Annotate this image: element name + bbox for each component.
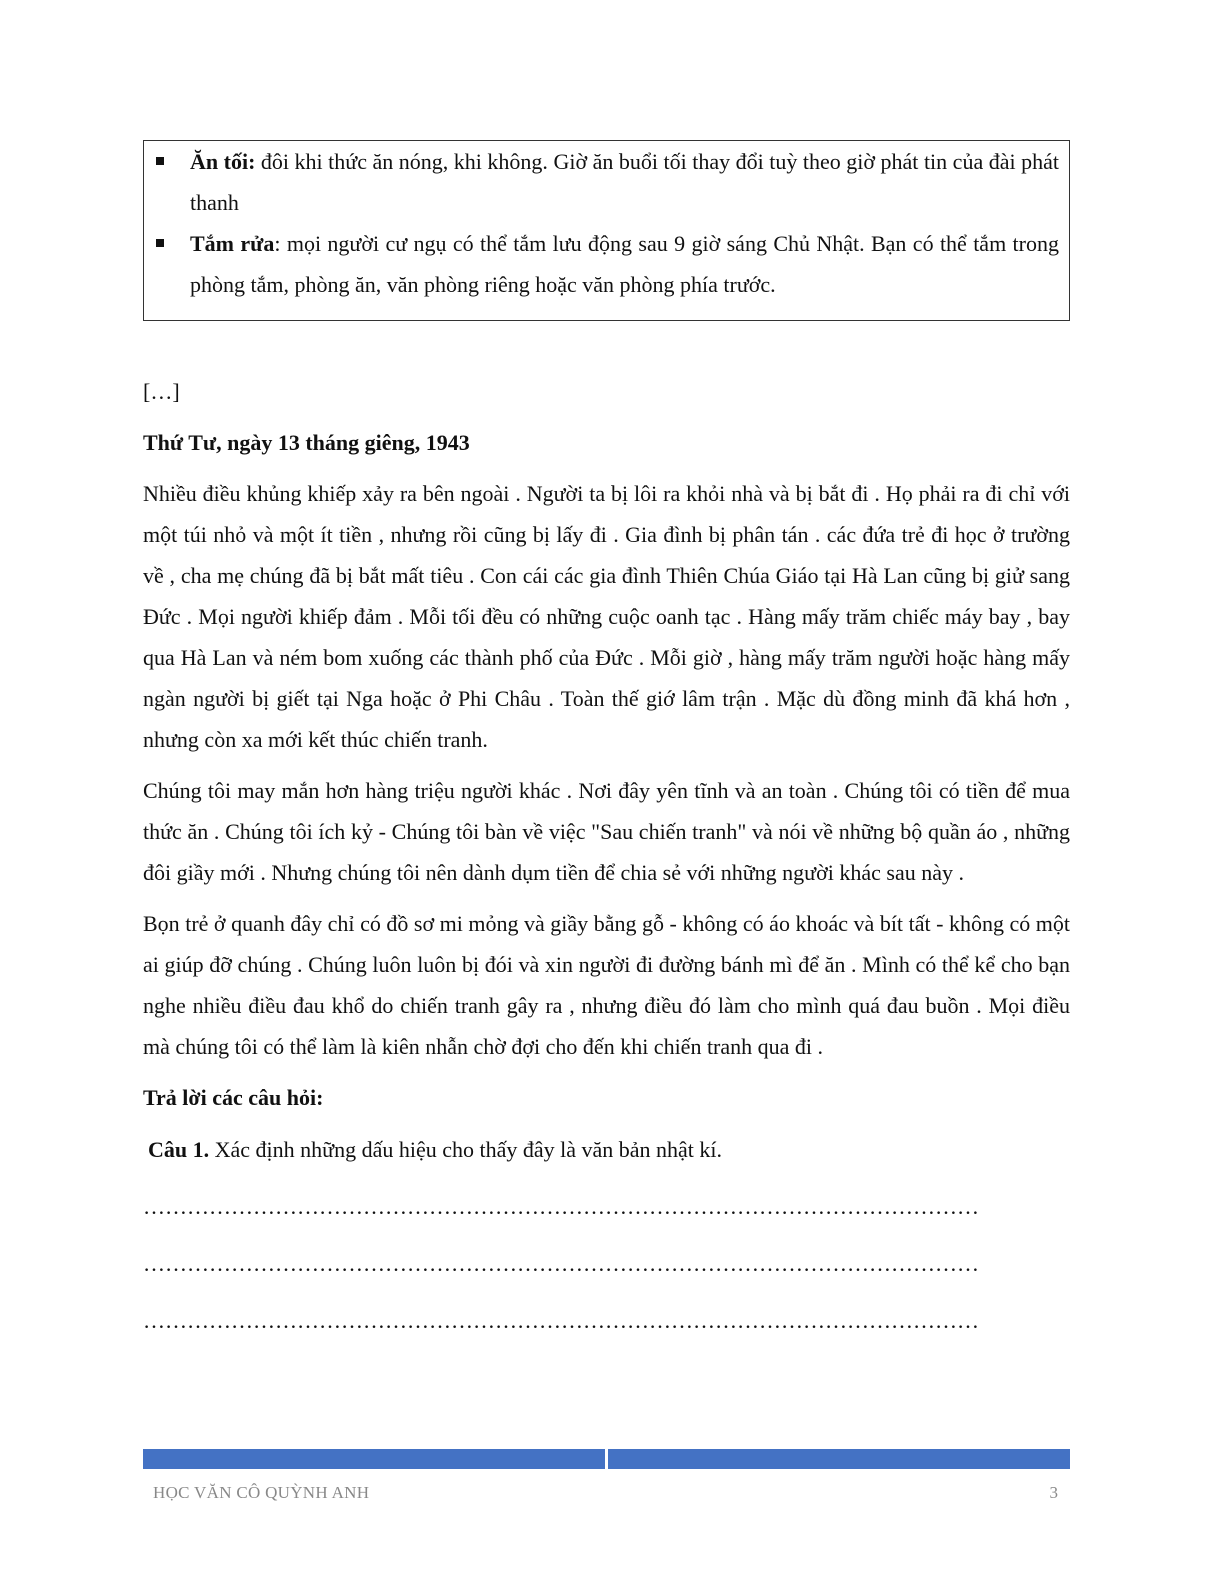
question-text: Xác định những dấu hiệu cho thấy đây là văn bản nhật kí. xyxy=(209,1137,723,1162)
footer-bar xyxy=(143,1449,1070,1469)
schedule-item-bathing xyxy=(144,223,1059,305)
paragraph: Nhiều điều khủng khiếp xảy ra bên ngoài . Người ta bị lôi ra khỏi nhà và bị bắt đi . Họ phải ra đi chỉ với một túi nhỏ và một ít tiền , nhưng rồi cũng bị lấy đi . Gia đình bị phân tán . các đứa trẻ đi học ở trường về , cha mẹ chúng đã bị bắt mất tiêu . Con cái các gia đình Thiên Chúa Giáo tại Hà Lan cũng bị giử sang Đức . Mọi người khiếp đảm . Mỗi tối đều có những cuộc oanh tạc . Hàng mấy trăm chiếc máy bay , bay qua Hà Lan và ném bom xuống các thành phố của Đức . Mỗi giờ , hàng mấy trăm người hoặc hàng mấy ngàn người bị giết tại Nga hoặc ở Phi Châu . Toàn thế giớ lâm trận . Mặc dù đồng minh đã khá hơn , nhưng còn xa mới kết thúc chiến tranh. xyxy=(143,481,1070,752)
paragraph: Chúng tôi may mắn hơn hàng triệu người khác . Nơi đây yên tĩnh và an toàn . Chúng tôi có tiền để mua thức ăn . Chúng tôi ích kỷ - Chúng tôi bàn về việc "Sau chiến tranh" và nói về những bộ quần áo , những đôi giầy mới . Nhưng chúng tôi nên dành dụm tiền để chia sẻ với những người khác sau này . xyxy=(143,778,1070,885)
question-1 xyxy=(143,1129,1070,1170)
schedule-box xyxy=(143,140,1070,321)
schedule-list xyxy=(144,141,1059,305)
footer-bar-segment xyxy=(143,1449,605,1469)
answer-line: …………………………………………………………………………………………………… xyxy=(143,1308,979,1333)
footer-title: HỌC VĂN CÔ QUỲNH ANH xyxy=(153,1483,370,1502)
diary-date-heading: Thứ Tư, ngày 13 tháng giêng, 1943 xyxy=(143,430,470,455)
schedule-item-label: Ăn tối: xyxy=(190,149,256,174)
document-body xyxy=(143,140,1070,1341)
answer-line: …………………………………………………………………………………………………… xyxy=(143,1194,979,1219)
square-bullet-icon xyxy=(156,239,164,247)
page-number: 3 xyxy=(1049,1483,1058,1502)
paragraph: Bọn trẻ ở quanh đây chỉ có đồ sơ mi mỏng và giầy bằng gỗ - không có áo khoác và bít tất - không có một ai giúp đỡ chúng . Chúng luôn luôn bị đói và xin người đi đường bánh mì để ăn . Mình có thể kể cho bạn nghe nhiều điều đau khổ do chiến tranh gây ra , nhưng điều đó làm cho mình quá đau buồn . Mọi điều mà chúng tôi có thể làm là kiên nhẫn chờ đợi cho đến khi chiến tranh qua đi . xyxy=(143,911,1070,1059)
schedule-item-text: : mọi người cư ngụ có thể tắm lưu động sau 9 giờ sáng Chủ Nhật. Bạn có thể tắm trong phòng tắm, phòng ăn, văn phòng riêng hoặc văn phòng phía trước. xyxy=(190,231,1059,297)
question-label: Câu 1. xyxy=(148,1137,210,1162)
answer-line: …………………………………………………………………………………………………… xyxy=(143,1251,979,1276)
square-bullet-icon xyxy=(156,157,164,165)
schedule-item-label: Tắm rửa xyxy=(190,231,275,256)
questions-heading: Trả lời các câu hỏi: xyxy=(143,1085,324,1110)
footer-bar-segment xyxy=(608,1449,1070,1469)
schedule-item-dinner xyxy=(144,141,1059,223)
schedule-item-text: đôi khi thức ăn nóng, khi không. Giờ ăn buổi tối thay đổi tuỳ theo giờ phát tin của đài phát thanh xyxy=(190,149,1059,215)
omission-mark: […] xyxy=(143,379,180,404)
